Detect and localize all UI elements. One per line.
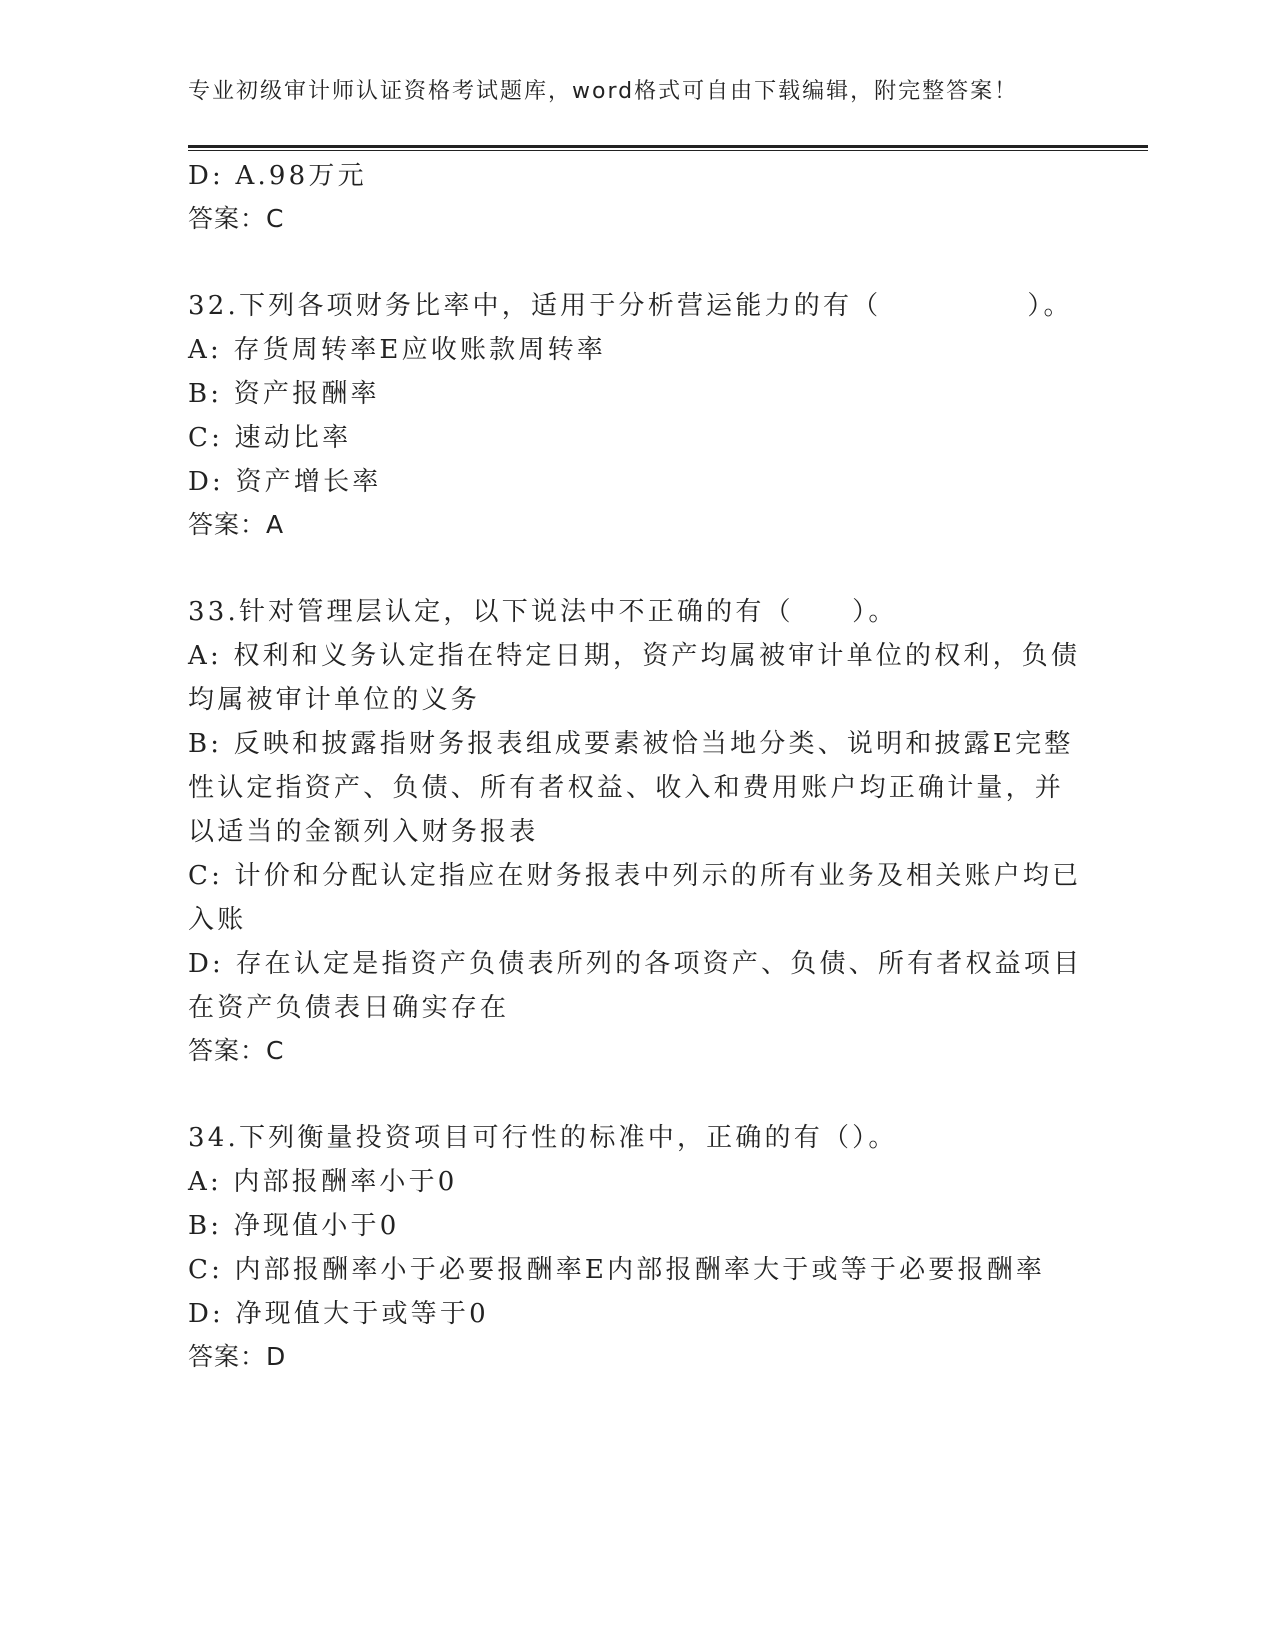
option-d: D: A.98万元 — [188, 161, 367, 191]
option-d: D: 资产增长率 — [188, 467, 382, 497]
option-a: A: 存货周转率E应收账款周转率 — [188, 335, 606, 365]
option-d: D: 存在认定是指资产负债表所列的各项资产、负债、所有者权益项目 — [188, 949, 1083, 979]
option-d-cont: 在资产负债表日确实存在 — [188, 993, 510, 1023]
option-b-cont: 性认定指资产、负债、所有者权益、收入和费用账户均正确计量，并 — [188, 773, 1065, 803]
option-b: B: 净现值小于0 — [188, 1211, 400, 1241]
header-rule-thick — [188, 145, 1148, 148]
page-header: 专业初级审计师认证资格考试题库，word格式可自由下载编辑，附完整答案！ — [188, 79, 1019, 104]
option-a: A: 权利和义务认定指在特定日期，资产均属被审计单位的权利，负债 — [188, 641, 1081, 671]
question-stem: 32.下列各项财务比率中，适用于分析营运能力的有（ ）。 — [188, 291, 1073, 321]
option-c: C: 内部报酬率小于必要报酬率E内部报酬率大于或等于必要报酬率 — [188, 1255, 1046, 1285]
answer: 答案：D — [188, 1342, 287, 1371]
header-rule-thin — [188, 150, 1148, 151]
option-c: C: 速动比率 — [188, 423, 352, 453]
option-c-cont: 入账 — [188, 905, 247, 935]
option-d: D: 净现值大于或等于0 — [188, 1299, 489, 1329]
question-stem: 33.针对管理层认定，以下说法中不正确的有（ ）。 — [188, 597, 898, 627]
option-b: B: 资产报酬率 — [188, 379, 380, 409]
option-a-cont: 均属被审计单位的义务 — [188, 685, 481, 715]
answer: 答案：C — [188, 204, 285, 233]
option-a: A: 内部报酬率小于0 — [188, 1167, 458, 1197]
answer: 答案：A — [188, 510, 285, 539]
option-b: B: 反映和披露指财务报表组成要素被恰当地分类、说明和披露E完整 — [188, 729, 1074, 759]
question-stem: 34.下列衡量投资项目可行性的标准中，正确的有（）。 — [188, 1123, 898, 1153]
answer: 答案：C — [188, 1036, 285, 1065]
option-b-cont: 以适当的金额列入财务报表 — [188, 817, 539, 847]
option-c: C: 计价和分配认定指应在财务报表中列示的所有业务及相关账户均已 — [188, 861, 1082, 891]
